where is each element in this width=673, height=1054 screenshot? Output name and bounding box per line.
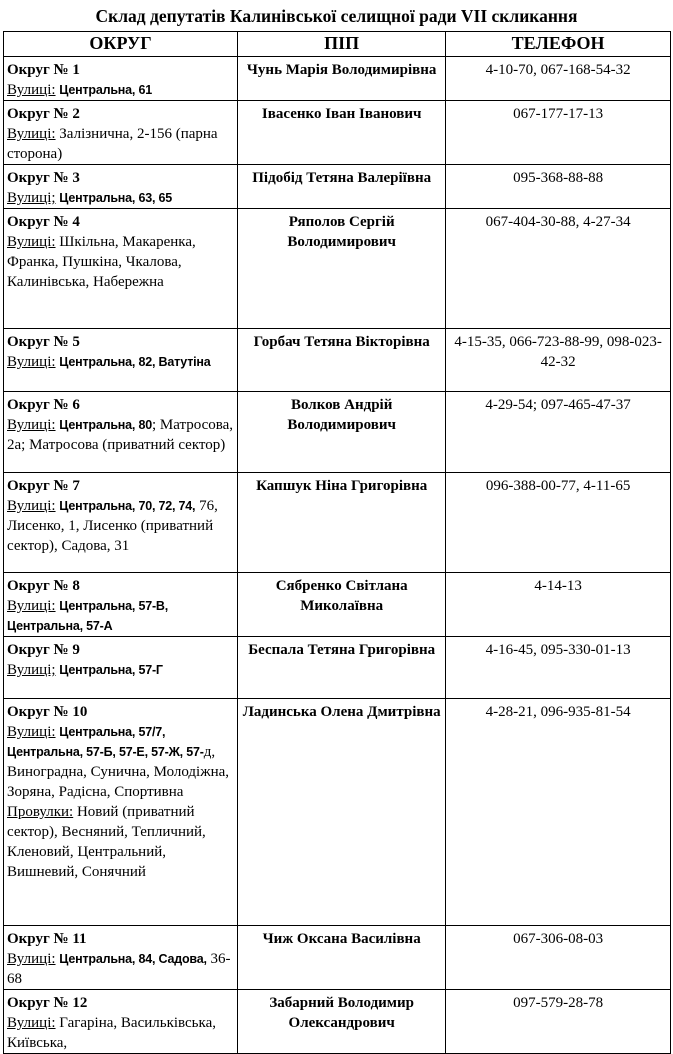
okrug-number: Округ № 2	[7, 106, 80, 122]
okrug-cell	[4, 637, 238, 699]
lanes-label: Провулки:	[7, 804, 74, 820]
pib-cell: Чиж Оксана Василівна	[238, 926, 446, 990]
pib-cell: Волков Андрій Володимирович	[238, 392, 446, 473]
tel-cell: 4-16-45, 095-330-01-13	[446, 637, 671, 699]
okrug-cell	[4, 101, 238, 165]
streets-label: Вулиці:	[7, 126, 56, 142]
streets-label: Вулиці:	[7, 598, 56, 614]
streets-label: Вулиці:	[7, 951, 56, 967]
table-row	[4, 637, 671, 699]
table-row	[4, 392, 671, 473]
table-row	[4, 165, 671, 209]
streets-bold: Центральна, 57-Г	[59, 663, 163, 677]
streets-bold: Центральна, 63, 65	[59, 191, 173, 205]
streets-label: Вулиці:	[7, 724, 56, 740]
table-row	[4, 473, 671, 573]
okrug-number: Округ № 5	[7, 334, 80, 350]
okrug-number: Округ № 1	[7, 62, 80, 78]
page-title: Склад депутатів Калинівської селищної ради VII скликання	[95, 6, 578, 26]
tel-cell: 4-10-70, 067-168-54-32	[446, 57, 671, 101]
streets-text: 36-68	[7, 951, 231, 987]
table-row	[4, 209, 671, 329]
tel-cell: 4-15-35, 066-723-88-99, 098-023-42-32	[446, 329, 671, 392]
table-row	[4, 573, 671, 637]
table-row	[4, 329, 671, 392]
table-row	[4, 699, 671, 926]
tel-cell: 4-29-54; 097-465-47-37	[446, 392, 671, 473]
streets-bold: Центральна, 80	[59, 418, 152, 432]
okrug-cell	[4, 209, 238, 329]
deputies-table	[3, 31, 671, 1054]
tel-cell: 067-306-08-03	[446, 926, 671, 990]
tel-cell: 097-579-28-78	[446, 990, 671, 1054]
okrug-number: Округ № 6	[7, 397, 80, 413]
okrug-cell	[4, 57, 238, 101]
header-okrug: ОКРУГ	[4, 32, 238, 57]
tel-cell: 067-177-17-13	[446, 101, 671, 165]
header-tel: ТЕЛЕФОН	[446, 32, 671, 57]
okrug-number: Округ № 9	[7, 642, 80, 658]
okrug-number: Округ № 11	[7, 931, 87, 947]
okrug-cell	[4, 573, 238, 637]
streets-bold: Центральна, 61	[59, 83, 152, 97]
pib-cell: Чунь Марія Володимирівна	[238, 57, 446, 101]
tel-cell: 4-28-21, 096-935-81-54	[446, 699, 671, 926]
streets-label: Вулиці:	[7, 82, 56, 98]
table-row	[4, 926, 671, 990]
pib-cell: Підобід Тетяна Валеріївна	[238, 165, 446, 209]
streets-label: Вулиці;	[7, 662, 56, 678]
tel-cell: 4-14-13	[446, 573, 671, 637]
okrug-cell	[4, 926, 238, 990]
table-header-row	[4, 32, 671, 57]
pib-cell: Ряполов Сергій Володимирович	[238, 209, 446, 329]
streets-label: Вулиці:	[7, 1015, 56, 1031]
pib-cell: Забарний Володимир Олександрович	[238, 990, 446, 1054]
streets-text: 76, Лисенко, 1, Лисенко (приватний сектор), Садова, 31	[7, 498, 218, 554]
okrug-cell	[4, 699, 238, 926]
pib-cell: Ладинська Олена Дмитрівна	[238, 699, 446, 926]
okrug-cell	[4, 392, 238, 473]
streets-bold: Центральна, 57/7, Центральна, 57-Б, 57-Е, 57-Ж, 57-	[7, 725, 204, 759]
pib-cell: Сябренко Світлана Миколаївна	[238, 573, 446, 637]
tel-cell: 095-368-88-88	[446, 165, 671, 209]
streets-text: Шкільна, Макаренка, Франка, Пушкіна, Чкалова, Калинівська, Набережна	[7, 234, 196, 290]
streets-text: ; Матросова, 2а; Матросова (приватний сектор)	[7, 417, 234, 453]
streets-label: Вулиці:	[7, 417, 56, 433]
streets-bold: Центральна, 82, Ватутіна	[59, 355, 211, 369]
pib-cell: Беспала Тетяна Григорівна	[238, 637, 446, 699]
okrug-number: Округ № 7	[7, 478, 80, 494]
okrug-cell	[4, 329, 238, 392]
table-row	[4, 990, 671, 1054]
okrug-cell	[4, 165, 238, 209]
streets-text: Гагаріна, Васильківська, Київська,	[7, 1015, 216, 1051]
okrug-number: Округ № 8	[7, 578, 80, 594]
streets-label: Вулиці;	[7, 190, 56, 206]
streets-label: Вулиці:	[7, 498, 56, 514]
pib-cell: Капшук Ніна Григорівна	[238, 473, 446, 573]
okrug-cell	[4, 990, 238, 1054]
streets-bold: Центральна, 70, 72, 74,	[59, 499, 196, 513]
lanes-text: Новий (приватний сектор), Весняний, Тепличний, Кленовий, Центральний, Вишневий, Сонячний	[7, 804, 206, 880]
pib-cell: Івасенко Іван Іванович	[238, 101, 446, 165]
tel-cell: 096-388-00-77, 4-11-65	[446, 473, 671, 573]
streets-label: Вулиці:	[7, 234, 56, 250]
header-pib: ПІП	[238, 32, 446, 57]
streets-label: Вулиці:	[7, 354, 56, 370]
streets-text: Залізнична, 2-156 (парна сторона)	[7, 126, 218, 162]
table-row	[4, 57, 671, 101]
streets-text: д, Виноградна, Сунична, Молодіжна, Зоряна, Радісна, Спортивна	[7, 744, 230, 800]
table-row	[4, 101, 671, 165]
okrug-number: Округ № 10	[7, 704, 88, 720]
okrug-number: Округ № 12	[7, 995, 88, 1011]
okrug-cell	[4, 473, 238, 573]
pib-cell: Горбач Тетяна Вікторівна	[238, 329, 446, 392]
okrug-number: Округ № 3	[7, 170, 80, 186]
streets-bold: Центральна, 84, Садова,	[59, 952, 207, 966]
streets-bold: Центральна, 57-В, Центральна, 57-А	[7, 599, 169, 633]
okrug-number: Округ № 4	[7, 214, 80, 230]
tel-cell: 067-404-30-88, 4-27-34	[446, 209, 671, 329]
